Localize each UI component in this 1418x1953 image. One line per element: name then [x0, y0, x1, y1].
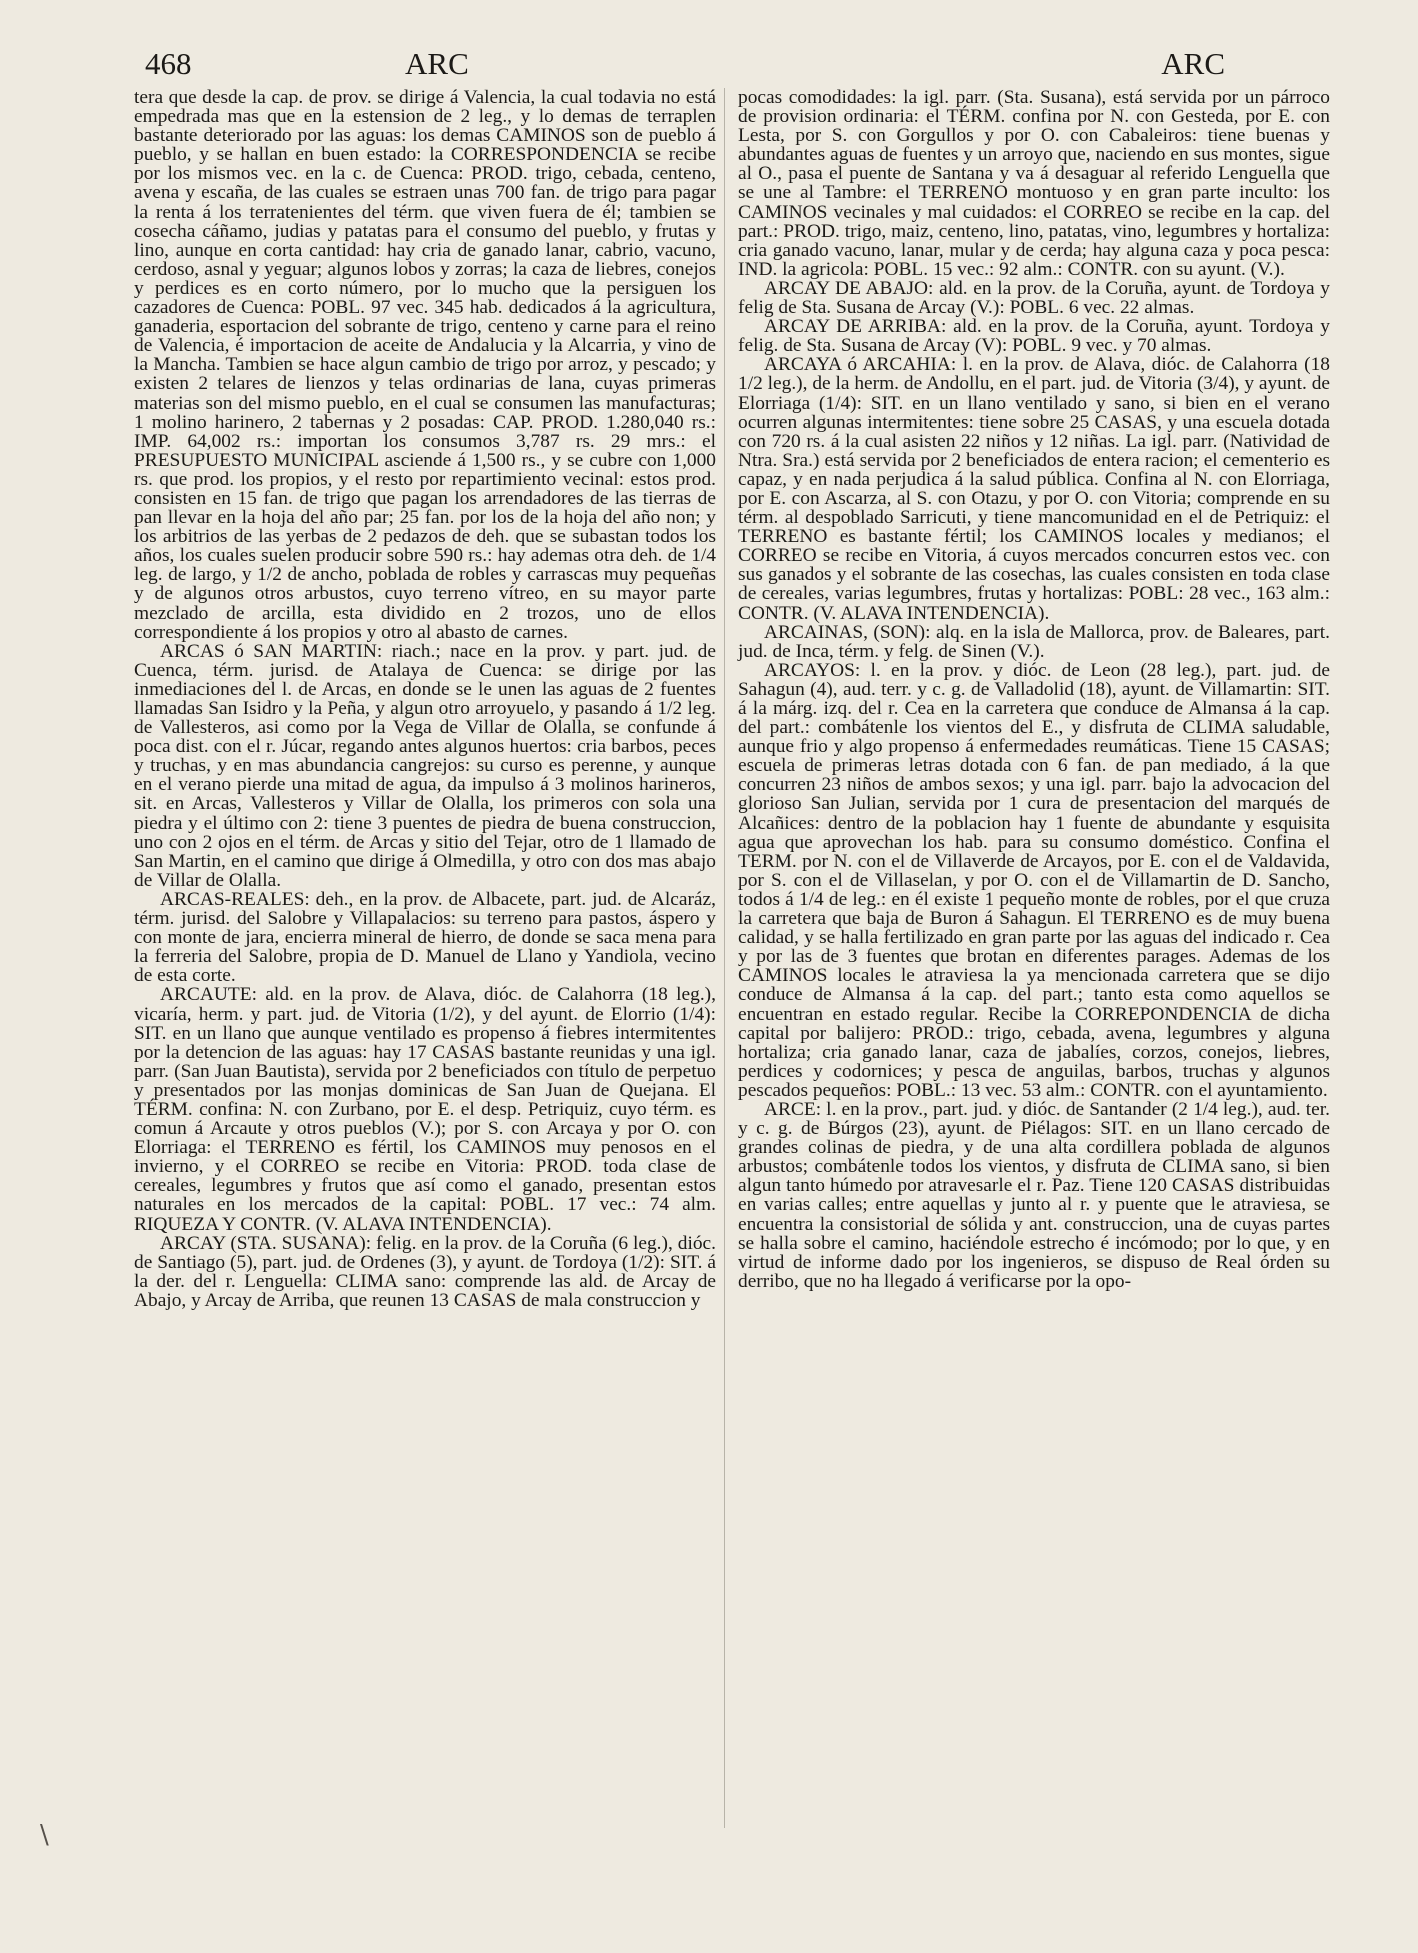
- dictionary-entry: ARCAYA ó ARCAHIA: l. en la prov. de Alava, dióc. de Calahorra (18 1/2 leg.), de la herm. de Andollu, en el part. jud. de Vitoria (3/4), y ayunt. de Elorriaga (1/4): SIT. en un llano ventilado y sano, si bien en el verano ocurren algunas intermitentes: tiene sobre 25 CASAS, y una escuela dotada con 720 rs. á la cual asisten 22 niños y 12 niñas. La igl. parr. (Natividad de Ntra. Sra.) está servida por 2 beneficiados de entera racion; el cementerio es capaz, y en nada perjudica á la salud pública. Confina al N. con Elorriaga, por E. con Ascarza, al S. con Otazu, y por O. con Vitoria; comprende en su térm. al despoblado Sarricuti, y tiene mancomunidad en el de Petriquiz: el TERRENO es bastante fértil; los CAMINOS locales y medianos; el CORREO se recibe en Vitoria, á cuyos mercados concurren estos vec. con sus ganados y el sobrante de las cosechas, las cuales consisten en toda clase de cereales, varias legumbres, frutas y hortalizas: POBL: 28 vec., 163 alm.: CONTR. (V. ALAVA INTENDENCIA).: [738, 354, 1330, 624]
- dictionary-entry: ARCAS ó SAN MARTIN: riach.; nace en la prov. y part. jud. de Cuenca, térm. jurisd. de Atalaya de Cuenca: se dirige por las inmediaciones del l. de Arcas, en donde se le unen las aguas de 2 fuentes llamadas San Isidro y la Peña, y algun otro arroyuelo, y pasando á 1/2 leg. de Vallesteros, asi como por la Vega de Villar de Olalla, se confunde á poca dist. con el r. Júcar, regando antes algunos huertos: cria barbos, peces y truchas, y en mas abundancia cangrejos: su curso es perenne, y aunque en el verano pierde una mitad de agua, da impulso á 3 molinos harineros, sit. en Arcas, Vallesteros y Villar de Olalla, los primeros con sola una piedra y el último con 2: tiene 3 puentes de piedra de buena construccion, uno con 2 ojos en el térm. de Arcas y sitio del Tejar, otro de 1 llamado de San Martin, en el camino que dirige á Olmedilla, y otro con dos mas abajo de Villar de Olalla.: [134, 640, 716, 891]
- margin-mark: \: [40, 1820, 49, 1850]
- continued-paragraph: pocas comodidades: la igl. parr. (Sta. Susana), está servida por un párroco de provision ordinaria: el TÉRM. confina por N. con Gesteda, por E. con Lesta, por S. con Gorgullos y por O. con Cabaleiros: tiene buenas y abundantes aguas de fuentes y un arroyo que, naciendo en sus montes, sigue al O., pasa el puente de Santana y va á desaguar al referido Lenguella que se une al Tambre: el TERRENO montuoso y en gran parte inculto: los CAMINOS vecinales y mal cuidados: el CORREO se recibe en la cap. del part.: PROD. trigo, maiz, centeno, lino, patatas, vino, legumbres y hortaliza: cria ganado vacuno, lanar, mular y de cerda; hay alguna caza y poca pesca: IND. la agricola: POBL. 15 vec.: 92 alm.: CONTR. con su ayunt. (V.).: [738, 87, 1330, 280]
- dictionary-entry: ARCAY DE ABAJO: ald. en la prov. de la Coruña, ayunt. de Tordoya y felig de Sta. Susana de Arcay (V.): POBL. 6 vec. 22 almas.: [738, 277, 1330, 319]
- dictionary-entry: ARCAY DE ARRIBA: ald. en la prov. de la Coruña, ayunt. Tordoya y felig. de Sta. Susana de Arcay (V): POBL. 9 vec. y 70 almas.: [738, 316, 1330, 357]
- dictionary-entry: ARCAUTE: ald. en la prov. de Alava, dióc. de Calahorra (18 leg.), vicaría, herm. y part. jud. de Vitoria (1/2), y del ayunt. de Elorrio (1/4): SIT. en un llano que aunque ventilado es propenso á fiebres intermitentes por la detencion de las aguas: hay 17 CASAS bastante reunidas y una igl. parr. (San Juan Bautista), servida por 2 beneficiados con título de perpetuo y presentados por las monjas dominicas de San Juan de Quejana. El TÉRM. confina: N. con Zurbano, por E. el desp. Petriquiz, cuyo térm. es comun á Arcaute y otros pueblos (V.); por S. con Arcaya y por O. con Elorriaga: el TERRENO es fértil, los CAMINOS muy penosos en el invierno, y el CORREO se recibe en Vitoria: PROD. toda clase de cereales, legumbres y frutos que así como el ganado, presentan estos naturales en los mercados de la capital: POBL. 17 vec.: 74 alm. RIQUEZA Y CONTR. (V. ALAVA INTENDENCIA).: [134, 984, 716, 1235]
- left-running-head: ARC: [405, 46, 469, 81]
- dictionary-entry: ARCAYOS: l. en la prov. y dióc. de Leon (28 leg.), part. jud. de Sahagun (4), aud. terr. y c. g. de Valladolid (18), ayunt. de Villamartin: SIT. á la márg. izq. del r. Cea en la carretera que conduce de Almansa á la cap. del part.: combátenle los vientos del E., y disfruta de CLIMA saludable, aunque frio y algo propenso á enfermedades reumáticas. Tiene 15 CASAS; escuela de primeras letras dotada con 6 fan. de pan mediado, á la que concurren 23 niños de ambos sexos; y una igl. parr. bajo la advocacion del glorioso San Julian, servida por 1 cura de presentacion del marqués de Alcañices: dentro de la poblacion hay 1 fuente de abundante y esquisita agua que aprovechan los hab. para su consumo doméstico. Confina el TERM. por N. con el de Villaverde de Arcayos, por E. con el de Valdavida, por S. con el de Villaselan, y por O. con el de Villamartin de D. Sancho, todos á 1/4 de leg.: en él existe 1 pequeño monte de robles, por el que cruza la carretera que baja de Buron á Sahagun. El TERRENO es de muy buena calidad, y se halla fertilizado en gran parte por las aguas del indicado r. Cea y por las de 3 fuentes que brotan en diferentes parages. Ademas de los CAMINOS locales le atraviesa la ya mencionada carretera que se dijo conduce de Almansa á la cap. del part.; tanto esta como aquellos se encuentran en estado regular. Recibe la CORREPONDENCIA de dicha capital por balijero: PROD.: trigo, cebada, avena, legumbres y alguna hortaliza; cria ganado lanar, caza de jabalíes, corzos, conejos, liebres, perdices y codornices; y pesca de anguilas, barbos, truchas y algunos pescados pequeños: POBL.: 13 vec. 53 alm.: CONTR. con el ayuntamiento.: [738, 659, 1330, 1101]
- right-column: [738, 88, 1330, 1291]
- dictionary-entry: ARCAY (STA. SUSANA): felig. en la prov. de la Coruña (6 leg.), dióc. de Santiago (5), part. jud. de Ordenes (3), y ayunt. de Tordoya (1/2): SIT. á la der. del r. Lenguella: CLIMA sano: comprende las ald. de Arcay de Abajo, y Arcay de Arriba, que reunen 13 CASAS de mala construccion y: [134, 1232, 716, 1311]
- dictionary-entry: ARCE: l. en la prov., part. jud. y dióc. de Santander (2 1/4 leg.), aud. ter. y c. g. de Búrgos (23), ayunt. de Piélagos: SIT. en un llano cercado de grandes colinas de piedra, y de una alta cordillera poblada de algunos arbustos; combátenle todos los vientos, y disfruta de CLIMA sano, si bien algun tanto húmedo por atravesarle el r. Paz. Tiene 120 CASAS distribuidas en varias calles; entre aquellas y junto al r. y puente que le atraviesa, se encuentra la consistorial de sólida y ant. construccion, una de cuyas partes se halla sobre el camino, haciéndole estrecho é incómodo; por lo que, y en virtud de informe dado por los ingenieros, se dispuso de Real órden su derribo, que no ha llegado á verificarse por la opo-: [738, 1098, 1330, 1292]
- page-header: [145, 46, 1335, 86]
- right-running-head: ARC: [1161, 46, 1225, 81]
- continued-paragraph: tera que desde la cap. de prov. se dirige á Valencia, la cual todavia no está empedrada mas que en la estension de 2 leg., y lo demas de terraplen bastante deteriorado por las aguas: los demas CAMINOS son de pueblo á pueblo, y se hallan en buen estado: la CORRESPONDENCIA se recibe por los mismos vec. en la c. de Cuenca: PROD. trigo, cebada, centeno, avena y escaña, de las cuales se estraen unas 700 fan. de trigo para pagar la renta á los terratenientes del térm. que viven fuera de él; tambien se cosecha cáñamo, judias y patatas para el consumo del pueblo, y frutas y lino, aunque en corta cantidad: hay cria de ganado lanar, cabrio, vacuno, cerdoso, asnal y yeguar; algunos lobos y zorras; la caza de liebres, conejos y perdices es en corto número, por lo mucho que la persiguen los cazadores de Cuenca: POBL. 97 vec. 345 hab. dedicados á la agricultura, ganaderia, esportacion del sobrante de trigo, centeno y carne para el reino de Valencia, é importacion de aceite de Andalucia y la Alcarria, y vino de la Mancha. Tambien se hace algun cambio de trigo por arroz, y pescado; y existen 2 telares de lienzos y telas ordinarias de lana, cuyas primeras materias son del mismo pueblo, en el cual se consumen las manufacturas; 1 molino harinero, 2 tabernas y 2 posadas: CAP. PROD. 1.280,040 rs.: IMP. 64,002 rs.: importan los consumos 3,787 rs. 29 mrs.: el PRESUPUESTO MUNICIPAL asciende á 1,500 rs., y se cubre con 1,000 rs. que prod. los propios, y el resto por repartimiento vecinal: estos prod. consisten en 15 fan. de trigo que pagan los arrendadores de las tierras de pan llevar en la hoja del año par; 25 fan. por los de la hoja del año non; y los arbitrios de las yerbas de 2 pedazos de deh. que se subastan todos los años, los cuales suelen producir sobre 590 rs.: hay ademas otra deh. de 1/4 leg. de largo, y 1/2 de ancho, poblada de robles y carrascas muy pequeñas y de algunos otros arbustos, cuyo terreno vítreo, en su mayor parte mezclado de arcilla, esta dividido en 2 trozos, uno de ellos correspondiente á los propios y otro al abasto de carnes.: [134, 87, 716, 643]
- dictionary-entry: ARCAINAS, (SON): alq. en la isla de Mallorca, prov. de Baleares, part. jud. de Inca, térm. y felg. de Sinen (V.).: [738, 621, 1330, 662]
- left-column: [134, 88, 716, 1310]
- page-number: 468: [145, 46, 192, 81]
- dictionary-entry: ARCAS-REALES: deh., en la prov. de Albacete, part. jud. de Alcaráz, térm. jurisd. del Salobre y Villapalacios: su terreno para pastos, áspero y con monte de jara, encierra mineral de hierro, de donde se saca mena para la ferreria del Salobre, propia de D. Manuel de Llano y Yandiola, vecino de esta corte.: [134, 888, 716, 987]
- column-divider: [724, 88, 725, 1828]
